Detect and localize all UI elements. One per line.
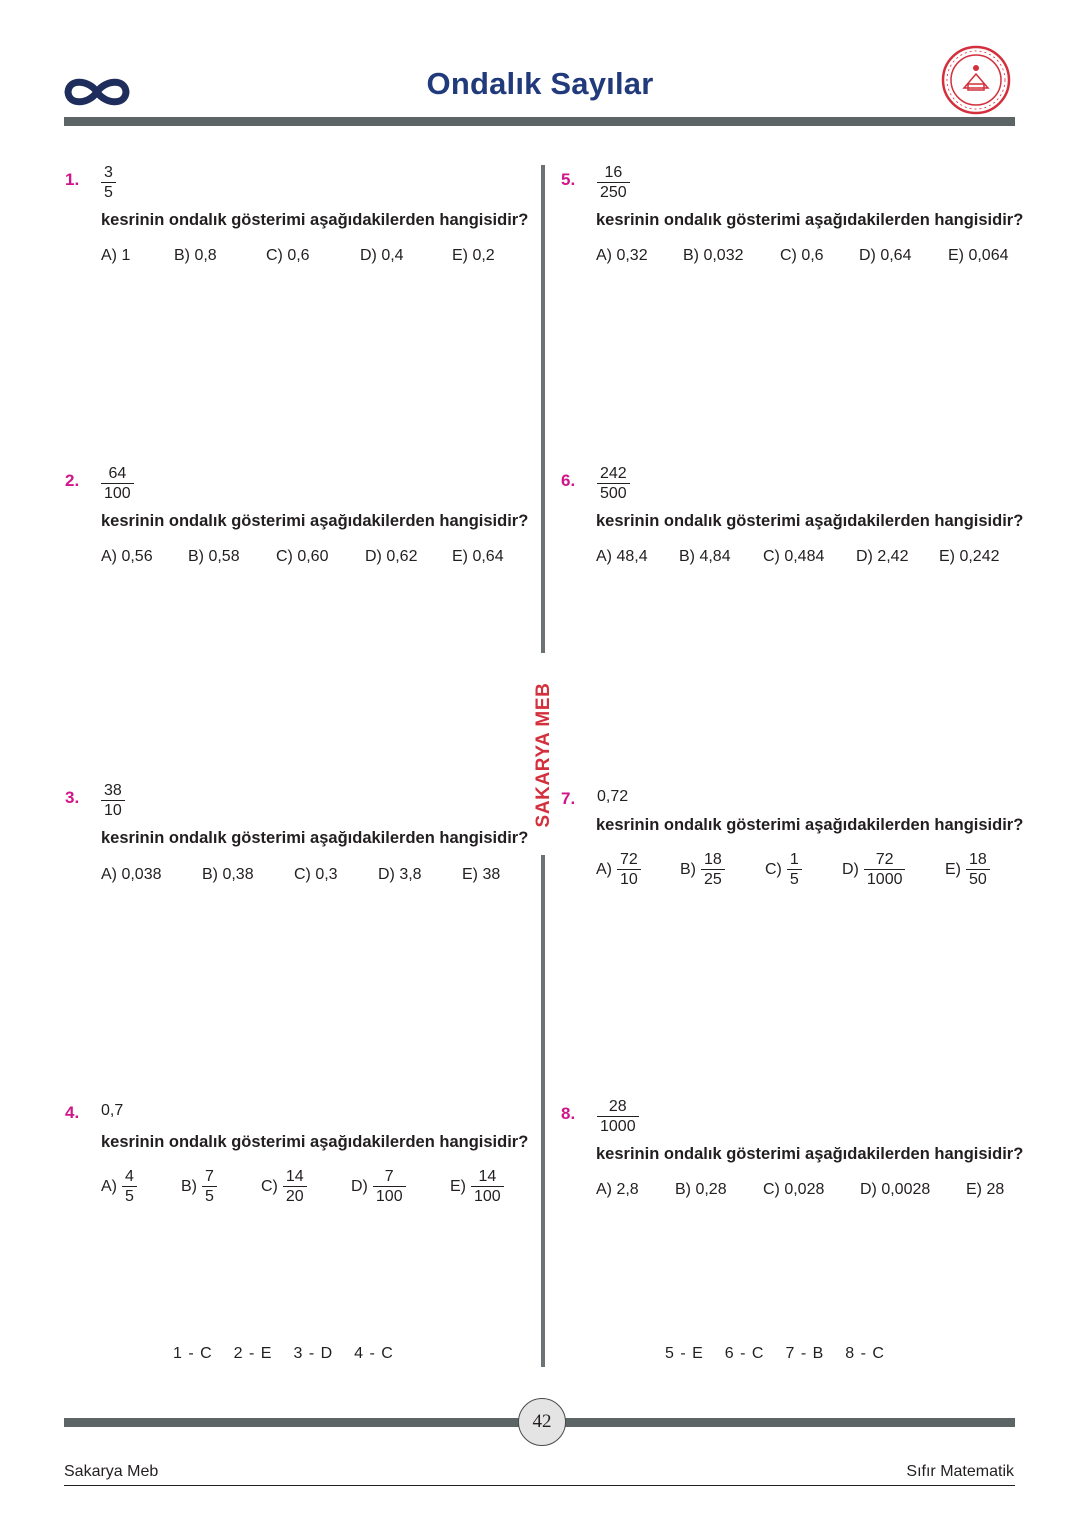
option-e[interactable]: E) $\frac{18}{50}$ [945, 850, 990, 889]
header-bar [64, 117, 1015, 126]
question-fraction: $\frac{3}{5}$ [101, 163, 116, 202]
question-text: kesrinin ondalık gösterimi aşağıdakilerden hangisidir? [101, 211, 529, 229]
answer-item: 5 - E [665, 1345, 703, 1362]
answer-item: 4 - C [354, 1345, 393, 1362]
side-label: SAKARYA MEB [533, 682, 554, 828]
answer-item: 3 - D [293, 1345, 333, 1362]
footer-book-title: Sıfır Matematik [906, 1463, 1014, 1480]
question-number: 6. [561, 471, 576, 490]
answer-key-right [665, 1345, 906, 1363]
option-c[interactable]: C) 0,6 [266, 247, 310, 264]
option-b[interactable]: B) 0,58 [188, 548, 240, 565]
option-d[interactable]: D) 2,42 [856, 548, 909, 565]
footer-divider [64, 1485, 1015, 1486]
page-title: Ondalık Sayılar [426, 66, 654, 101]
question-value: 0,7 [101, 1102, 124, 1119]
question-number: 1. [65, 170, 80, 189]
meb-seal-logo-icon [940, 44, 1012, 121]
option-c[interactable]: C) 0,6 [780, 247, 824, 264]
option-e[interactable]: E) 0,242 [939, 548, 1000, 565]
question-fraction: $\frac{28}{1000}$ [597, 1097, 639, 1136]
option-c[interactable]: C) 0,60 [276, 548, 329, 565]
option-b[interactable]: B) $\frac{18}{25}$ [680, 850, 725, 889]
option-b[interactable]: B) 4,84 [679, 548, 731, 565]
option-a[interactable]: A) 2,8 [596, 1181, 639, 1198]
question-fraction: $\frac{16}{250}$ [597, 163, 630, 202]
option-a[interactable]: A) 48,4 [596, 548, 648, 565]
option-a[interactable]: A) 0,56 [101, 548, 153, 565]
option-c[interactable]: C) $\frac{1}{5}$ [765, 850, 802, 889]
answer-item: 1 - C [173, 1345, 212, 1362]
option-e[interactable]: E) 0,064 [948, 247, 1009, 264]
column-divider-bottom [541, 855, 545, 1367]
question-text: kesrinin ondalık gösterimi aşağıdakilerden hangisidir? [596, 211, 1024, 229]
option-b[interactable]: B) 0,032 [683, 247, 744, 264]
question-value: 0,72 [597, 788, 629, 805]
option-d[interactable]: D) 0,64 [859, 247, 912, 264]
question-number: 7. [561, 789, 576, 808]
question-fraction: $\frac{64}{100}$ [101, 464, 134, 503]
option-b[interactable]: B) 0,8 [174, 247, 217, 264]
answer-item: 2 - E [233, 1345, 272, 1362]
option-c[interactable]: C) 0,3 [294, 866, 338, 883]
option-d[interactable]: D) 0,62 [365, 548, 418, 565]
question-number: 5. [561, 170, 576, 189]
question-text: kesrinin ondalık gösterimi aşağıdakilerden hangisidir? [101, 829, 529, 847]
option-e[interactable]: E) 0,2 [452, 247, 495, 264]
page-number: 42 [518, 1398, 566, 1446]
question-fraction: $\frac{38}{10}$ [101, 781, 125, 820]
question-text: kesrinin ondalık gösterimi aşağıdakilerden hangisidir? [596, 1145, 1024, 1163]
option-a[interactable]: A) 0,32 [596, 247, 648, 264]
option-d[interactable]: D) 0,4 [360, 247, 404, 264]
option-d[interactable]: D) $\frac{72}{1000}$ [842, 850, 905, 889]
option-a[interactable]: A) 0,038 [101, 866, 162, 883]
answer-item: 7 - B [785, 1345, 824, 1362]
question-fraction: $\frac{242}{500}$ [597, 464, 630, 503]
option-a[interactable]: A) $\frac{4}{5}$ [101, 1167, 137, 1206]
option-e[interactable]: E) $\frac{14}{100}$ [450, 1167, 504, 1206]
option-b[interactable]: B) $\frac{7}{5}$ [181, 1167, 217, 1206]
answer-item: 6 - C [724, 1345, 764, 1362]
question-number: 2. [65, 471, 80, 490]
option-d[interactable]: D) 3,8 [378, 866, 422, 883]
option-a[interactable]: A) $\frac{72}{10}$ [596, 850, 641, 889]
option-b[interactable]: B) 0,28 [675, 1181, 727, 1198]
option-c[interactable]: C) 0,484 [763, 548, 825, 565]
question-number: 3. [65, 788, 80, 807]
question-text: kesrinin ondalık gösterimi aşağıdakilerden hangisidir? [101, 1133, 529, 1151]
question-number: 8. [561, 1104, 576, 1123]
option-e[interactable]: E) 38 [462, 866, 501, 883]
question-text: kesrinin ondalık gösterimi aşağıdakilerden hangisidir? [596, 512, 1024, 530]
footer-publisher: Sakarya Meb [64, 1463, 159, 1480]
option-e[interactable]: E) 28 [966, 1181, 1005, 1198]
answer-key-left [173, 1345, 415, 1363]
answer-item: 8 - C [845, 1345, 884, 1362]
question-number: 4. [65, 1103, 80, 1122]
option-a[interactable]: A) 1 [101, 247, 131, 264]
column-divider-top [541, 165, 545, 653]
option-b[interactable]: B) 0,38 [202, 866, 254, 883]
option-d[interactable]: D) 0,0028 [860, 1181, 931, 1198]
option-c[interactable]: C) $\frac{14}{20}$ [261, 1167, 307, 1206]
option-e[interactable]: E) 0,64 [452, 548, 504, 565]
option-c[interactable]: C) 0,028 [763, 1181, 825, 1198]
question-text: kesrinin ondalık gösterimi aşağıdakilerden hangisidir? [596, 816, 1024, 834]
option-d[interactable]: D) $\frac{7}{100}$ [351, 1167, 406, 1206]
question-text: kesrinin ondalık gösterimi aşağıdakilerden hangisidir? [101, 512, 529, 530]
